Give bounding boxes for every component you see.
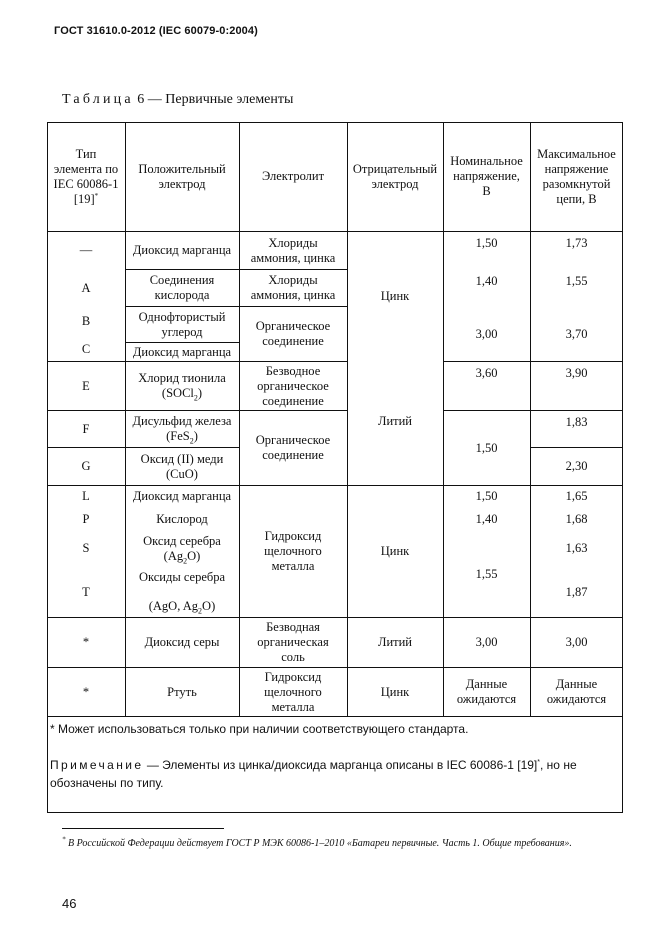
page-footnote-text: В Российской Федерации действует ГОСТ Р МЭК 60086-1–2010 «Батареи первичные. Часть 1. Общие требования». xyxy=(68,838,572,849)
header-line: Номинальное xyxy=(450,154,523,168)
table-note xyxy=(50,756,610,792)
cell-positive-electrode-line: Оксиды серебра xyxy=(138,569,226,584)
cell-max-voltage: 1,68 xyxy=(565,511,588,526)
cell-line: Однофтористый xyxy=(138,309,226,324)
cell-nominal-voltage: 1,55 xyxy=(475,566,498,581)
header-line: Отрицательный xyxy=(352,161,438,176)
cell-positive-electrode xyxy=(125,411,239,447)
cell-line: Гидроксид xyxy=(264,669,322,684)
cell-line: металла xyxy=(271,699,315,714)
cell-line: Хлориды xyxy=(268,273,318,287)
cell-line: ) xyxy=(197,386,203,400)
cell-line: Безводное xyxy=(265,363,321,378)
subscript: 2 xyxy=(189,436,194,446)
cell-max-voltage: 1,73 xyxy=(565,236,588,250)
cell-line: Данные xyxy=(465,677,508,691)
cell-line: органическая xyxy=(257,635,329,649)
cell-line: Хлорид тионила xyxy=(138,371,226,385)
cell-nominal-voltage: 1,50 xyxy=(475,489,498,503)
cell-line: соединение xyxy=(262,448,324,462)
footnote-marker: * xyxy=(94,191,99,200)
cell-positive-electrode xyxy=(125,362,239,410)
subscript: 2 xyxy=(183,556,188,566)
table-title-label: Таблица xyxy=(62,92,134,107)
cell-negative-electrode: Литий xyxy=(377,414,412,428)
cell-nominal-voltage xyxy=(443,668,530,716)
cell-line: щелочного xyxy=(264,544,322,558)
cell-line: Соединения xyxy=(149,273,215,287)
column-header-max-voltage xyxy=(530,122,623,231)
cell-type: L xyxy=(82,489,90,503)
header-line: напряжение, xyxy=(453,169,520,183)
footnote-marker: * xyxy=(537,759,541,766)
cell-electrolyte xyxy=(239,362,347,410)
cell-line: кислорода xyxy=(154,288,210,302)
cell-line: (CuO) xyxy=(166,466,198,481)
cell-positive-electrode xyxy=(125,270,239,306)
cell-type: T xyxy=(82,584,90,599)
cell-type: F xyxy=(82,421,90,436)
cell-line: аммония, цинка xyxy=(250,288,336,302)
cell-max-voltage: 3,00 xyxy=(565,635,588,649)
cell-line: соль xyxy=(281,650,305,664)
cell-positive-electrode: Диоксид серы xyxy=(144,635,220,649)
cell-line: O) xyxy=(187,549,201,563)
cell-positive-electrode xyxy=(125,531,239,567)
cell-nominal-voltage: 3,00 xyxy=(475,326,498,341)
cell-line: Безводная xyxy=(266,620,320,634)
cell-electrolyte xyxy=(239,307,347,361)
cell-type: * xyxy=(82,635,90,649)
header-line: цепи, В xyxy=(556,191,597,206)
cell-line: Органическое xyxy=(255,319,331,333)
note-dash: — xyxy=(146,758,159,772)
cell-type: * xyxy=(82,684,90,699)
header-line: В xyxy=(482,184,491,198)
column-header-type-line: Тип xyxy=(75,146,97,161)
cell-line: Гидроксид xyxy=(264,529,322,543)
cell-line: (Ag xyxy=(163,549,184,563)
header-line: электрод xyxy=(371,176,419,191)
document-header: ГОСТ 31610.0-2012 (IEC 60079-0:2004) xyxy=(54,25,258,37)
table-footnote: * Может использоваться только при наличии соответствующего стандарта. xyxy=(50,722,469,736)
cell-positive-electrode: Ртуть xyxy=(167,684,197,699)
cell-line: ) xyxy=(193,429,198,443)
cell-type: E xyxy=(82,378,90,393)
header-line: электрод xyxy=(158,176,206,191)
cell-electrolyte xyxy=(239,486,347,617)
cell-line: (FeS xyxy=(166,429,190,443)
column-header-positive-electrode xyxy=(125,122,239,231)
cell-type: P xyxy=(82,511,90,526)
cell-type: B xyxy=(81,313,91,328)
cell-line: (AgO, Ag xyxy=(148,598,199,613)
cell-line: органическое xyxy=(257,378,329,393)
cell-line: металла xyxy=(271,559,315,573)
cell-nominal-voltage: 3,00 xyxy=(475,635,498,649)
cell-line: (SOCl xyxy=(161,386,194,400)
cell-line: Данные xyxy=(555,677,598,691)
cell-electrolyte xyxy=(239,411,347,485)
cell-type: A xyxy=(81,280,91,295)
cell-max-voltage: 1,65 xyxy=(565,489,588,503)
column-header-type-line: элемента по xyxy=(53,161,119,176)
cell-nominal-voltage: 1,50 xyxy=(475,236,498,250)
cell-electrolyte xyxy=(239,618,347,667)
column-header-type-line: [19] xyxy=(73,191,95,206)
cell-max-voltage: 1,63 xyxy=(565,540,588,555)
header-line: Положительный xyxy=(138,161,226,176)
cell-positive-electrode: Диоксид марганца xyxy=(132,344,232,359)
cell-line: щелочного xyxy=(264,684,322,699)
cell-nominal-voltage: 1,40 xyxy=(475,511,498,526)
cell-line: Органическое xyxy=(255,433,331,447)
cell-max-voltage: 3,90 xyxy=(565,366,588,380)
cell-max-voltage: 3,70 xyxy=(565,326,588,341)
cell-negative-electrode: Цинк xyxy=(380,544,410,558)
grid-line xyxy=(47,716,623,717)
subscript: 2 xyxy=(198,606,203,615)
cell-nominal-voltage: 1,50 xyxy=(475,440,498,455)
cell-negative-electrode: Литий xyxy=(377,635,412,649)
cell-positive-electrode: Диоксид марганца xyxy=(132,489,232,503)
footnote-marker: * xyxy=(62,835,66,844)
cell-line: Хлориды xyxy=(268,235,318,250)
cell-nominal-voltage: 3,60 xyxy=(475,366,498,380)
cell-max-voltage: 2,30 xyxy=(565,459,588,473)
cell-type: — xyxy=(79,243,93,257)
column-header-type xyxy=(47,122,125,231)
note-text-end: , но не обозначены по типу. xyxy=(50,758,577,790)
cell-line: соединение xyxy=(262,393,324,408)
cell-line: ожидаются xyxy=(456,692,517,706)
cell-line: Оксид (II) меди xyxy=(140,451,224,466)
column-header-electrolyte xyxy=(239,122,347,231)
cell-line: ожидаются xyxy=(546,692,607,706)
header-line: Электролит xyxy=(261,169,325,183)
cell-line: O) xyxy=(202,598,216,613)
cell-max-voltage xyxy=(530,668,623,716)
column-header-type-line: IEC 60086-1 xyxy=(53,176,119,191)
cell-max-voltage: 1,55 xyxy=(565,274,588,288)
cell-positive-electrode: Кислород xyxy=(156,511,208,526)
cell-line: Дисульфид железа xyxy=(132,414,232,428)
page-number: 46 xyxy=(62,896,77,911)
cell-max-voltage: 1,87 xyxy=(565,584,588,599)
cell-line: аммония, цинка xyxy=(250,250,336,265)
header-line: Максимальное xyxy=(537,146,616,161)
table-title xyxy=(62,92,293,108)
table-title-dash: — xyxy=(147,92,162,107)
cell-electrolyte xyxy=(239,270,347,306)
column-header-negative-electrode xyxy=(347,122,443,231)
cell-negative-electrode: Цинк xyxy=(380,684,410,699)
cell-nominal-voltage: 1,40 xyxy=(475,274,498,288)
cell-positive-electrode: Диоксид марганца xyxy=(132,243,232,257)
cell-type: G xyxy=(81,459,91,473)
cell-positive-electrode-line xyxy=(125,597,239,615)
cell-max-voltage: 1,83 xyxy=(565,415,588,429)
note-label: Примечание xyxy=(50,758,144,772)
cell-type: C xyxy=(81,342,91,356)
cell-negative-electrode: Цинк xyxy=(380,289,410,303)
footnote-divider xyxy=(62,828,224,829)
subscript: 2 xyxy=(193,393,198,403)
table-title-name: Первичные элементы xyxy=(165,92,294,107)
cell-electrolyte xyxy=(239,232,347,269)
header-line: разомкнутой xyxy=(542,176,611,191)
note-text: Элементы из цинка/диоксида марганца описаны в IEC 60086-1 [19] xyxy=(162,758,538,772)
cell-positive-electrode xyxy=(125,307,239,342)
table-title-number: 6 xyxy=(137,92,145,107)
cell-line: Оксид серебра xyxy=(143,534,221,548)
cell-type: S xyxy=(82,540,90,555)
cell-positive-electrode xyxy=(125,448,239,485)
cell-line: углерод xyxy=(161,324,203,339)
page-footnote xyxy=(62,836,582,851)
cell-line: соединение xyxy=(262,334,324,348)
cell-electrolyte xyxy=(239,668,347,716)
column-header-nominal-voltage xyxy=(443,122,530,231)
header-line: напряжение xyxy=(544,161,609,176)
